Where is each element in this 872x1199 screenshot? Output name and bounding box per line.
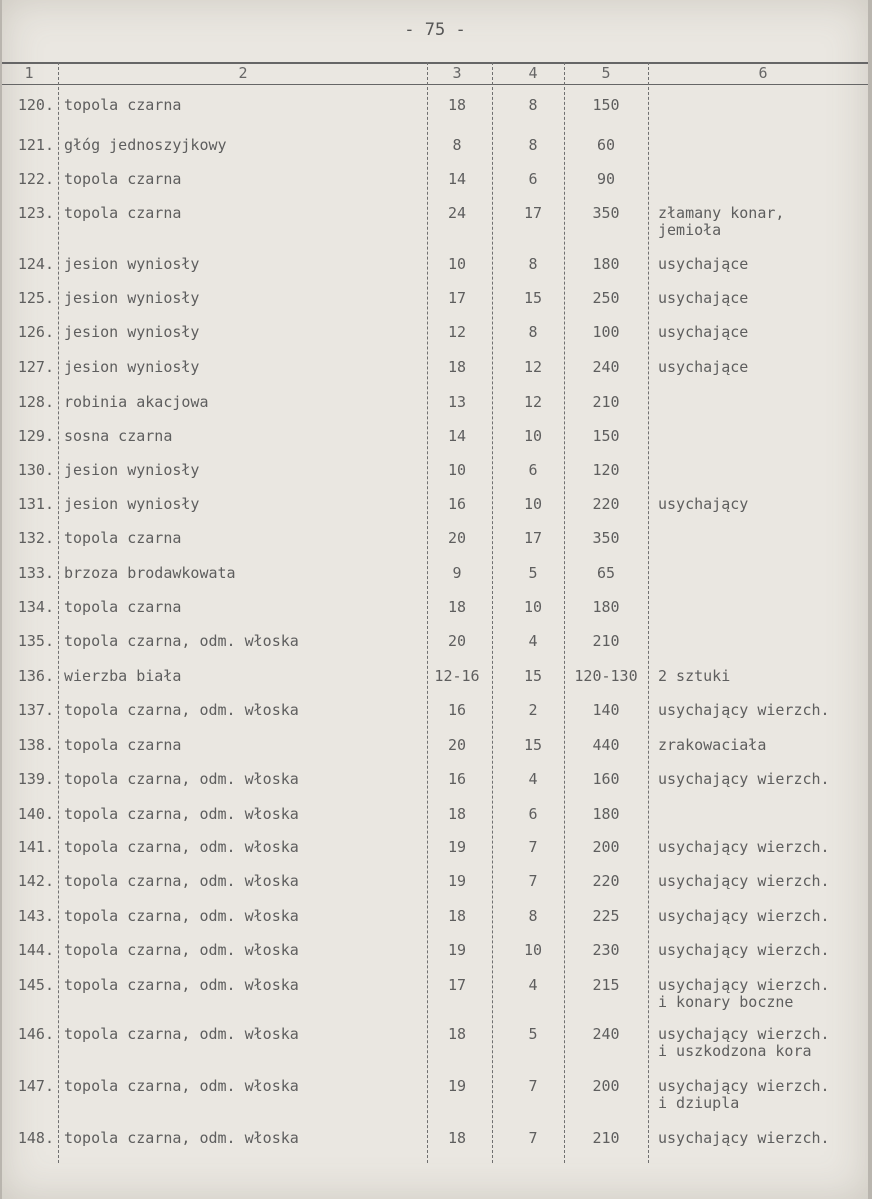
column-5-value: 140 [592, 701, 620, 719]
row-number: 137. [17, 701, 54, 719]
column-4-value: 10 [523, 598, 543, 616]
column-3-value: 8 [452, 136, 462, 154]
species-name: topola czarna [64, 96, 182, 114]
column-3-value: 17 [447, 289, 467, 307]
column-divider [648, 62, 649, 1163]
row-number: 132. [17, 529, 54, 547]
species-name: jesion wyniosły [64, 461, 200, 479]
column-4-value: 4 [528, 976, 538, 994]
column-divider [564, 62, 565, 1163]
column-5-value: 200 [592, 838, 620, 856]
column-3-value: 16 [447, 701, 467, 719]
column-header-5: 5 [601, 64, 611, 82]
column-3-value: 20 [447, 736, 467, 754]
species-name: topola czarna, odm. włoska [64, 976, 299, 994]
remarks: usychający wierzch. i uszkodzona kora [658, 1025, 830, 1060]
column-4-value: 10 [523, 427, 543, 445]
species-name: robinia akacjowa [64, 393, 209, 411]
column-4-value: 15 [523, 736, 543, 754]
column-5-value: 240 [592, 1025, 620, 1043]
column-header-4: 4 [528, 64, 538, 82]
species-name: topola czarna [64, 598, 182, 616]
column-5-value: 440 [592, 736, 620, 754]
column-5-value: 150 [592, 96, 620, 114]
row-number: 135. [17, 632, 54, 650]
remarks: usychające [658, 289, 749, 307]
remarks: złamany konar, jemioła [658, 204, 785, 239]
column-4-value: 8 [528, 136, 538, 154]
column-4-value: 10 [523, 941, 543, 959]
column-3-value: 14 [447, 427, 467, 445]
species-name: topola czarna, odm. włoska [64, 1077, 299, 1095]
remarks: usychające [658, 255, 749, 273]
column-4-value: 12 [523, 358, 543, 376]
remarks: usychający wierzch. [658, 701, 830, 719]
column-5-value: 200 [592, 1077, 620, 1095]
remarks: usychający wierzch. i dziupla [658, 1077, 830, 1112]
column-4-value: 15 [523, 667, 543, 685]
row-number: 123. [17, 204, 54, 222]
species-name: topola czarna, odm. włoska [64, 1129, 299, 1147]
column-3-value: 18 [447, 1129, 467, 1147]
column-4-value: 7 [528, 1077, 538, 1095]
column-divider [427, 62, 428, 1163]
species-name: jesion wyniosły [64, 255, 200, 273]
row-number: 139. [17, 770, 54, 788]
column-4-value: 5 [528, 564, 538, 582]
row-number: 134. [17, 598, 54, 616]
column-3-value: 18 [447, 907, 467, 925]
column-3-value: 19 [447, 872, 467, 890]
species-name: topola czarna, odm. włoska [64, 1025, 299, 1043]
row-number: 124. [17, 255, 54, 273]
row-number: 122. [17, 170, 54, 188]
remarks: usychający wierzch. i konary boczne [658, 976, 830, 1011]
row-number: 127. [17, 358, 54, 376]
row-number: 141. [17, 838, 54, 856]
column-5-value: 150 [592, 427, 620, 445]
species-name: wierzba biała [64, 667, 182, 685]
column-3-value: 12 [447, 323, 467, 341]
page-number: - 75 - [404, 20, 466, 40]
species-name: jesion wyniosły [64, 358, 200, 376]
row-number: 125. [17, 289, 54, 307]
species-name: topola czarna, odm. włoska [64, 838, 299, 856]
row-number: 143. [17, 907, 54, 925]
column-4-value: 8 [528, 323, 538, 341]
row-number: 140. [17, 805, 54, 823]
column-3-value: 20 [447, 632, 467, 650]
species-name: topola czarna [64, 736, 182, 754]
column-4-value: 15 [523, 289, 543, 307]
remarks: usychający wierzch. [658, 872, 830, 890]
row-number: 120. [17, 96, 54, 114]
row-number: 144. [17, 941, 54, 959]
column-5-value: 215 [592, 976, 620, 994]
column-4-value: 7 [528, 838, 538, 856]
column-4-value: 7 [528, 872, 538, 890]
column-4-value: 4 [528, 770, 538, 788]
row-number: 147. [17, 1077, 54, 1095]
row-number: 136. [17, 667, 54, 685]
species-name: topola czarna, odm. włoska [64, 632, 299, 650]
row-number: 128. [17, 393, 54, 411]
column-5-value: 180 [592, 598, 620, 616]
species-name: topola czarna [64, 204, 182, 222]
column-4-value: 6 [528, 461, 538, 479]
column-header-2: 2 [238, 64, 248, 82]
column-header-6: 6 [758, 64, 768, 82]
column-5-value: 210 [592, 393, 620, 411]
column-3-value: 14 [447, 170, 467, 188]
column-5-value: 350 [592, 529, 620, 547]
species-name: sosna czarna [64, 427, 173, 445]
column-5-value: 65 [596, 564, 616, 582]
species-name: topola czarna, odm. włoska [64, 872, 299, 890]
remarks: 2 sztuki [658, 667, 731, 685]
column-4-value: 17 [523, 204, 543, 222]
species-name: topola czarna, odm. włoska [64, 907, 299, 925]
column-5-value: 160 [592, 770, 620, 788]
column-3-value: 16 [447, 770, 467, 788]
species-name: jesion wyniosły [64, 323, 200, 341]
column-5-value: 210 [592, 632, 620, 650]
remarks: usychający wierzch. [658, 838, 830, 856]
column-4-value: 8 [528, 255, 538, 273]
remarks: usychający [658, 495, 749, 513]
column-5-value: 250 [592, 289, 620, 307]
row-number: 129. [17, 427, 54, 445]
row-number: 126. [17, 323, 54, 341]
column-divider [492, 62, 493, 1163]
row-number: 133. [17, 564, 54, 582]
column-4-value: 6 [528, 805, 538, 823]
column-3-value: 19 [447, 941, 467, 959]
remarks: usychający wierzch. [658, 941, 830, 959]
column-header-3: 3 [452, 64, 462, 82]
column-5-value: 230 [592, 941, 620, 959]
column-5-value: 60 [596, 136, 616, 154]
column-5-value: 240 [592, 358, 620, 376]
species-name: głóg jednoszyjkowy [64, 136, 227, 154]
column-5-value: 350 [592, 204, 620, 222]
column-3-value: 19 [447, 1077, 467, 1095]
row-number: 130. [17, 461, 54, 479]
column-5-value: 180 [592, 805, 620, 823]
remarks: usychające [658, 358, 749, 376]
remarks: usychający wierzch. [658, 907, 830, 925]
column-5-value: 120 [592, 461, 620, 479]
species-name: topola czarna, odm. włoska [64, 701, 299, 719]
column-3-value: 18 [447, 96, 467, 114]
species-name: topola czarna, odm. włoska [64, 805, 299, 823]
column-4-value: 4 [528, 632, 538, 650]
column-5-value: 220 [592, 872, 620, 890]
row-number: 121. [17, 136, 54, 154]
remarks: usychający wierzch. [658, 1129, 830, 1147]
column-divider [58, 62, 59, 1163]
column-4-value: 7 [528, 1129, 538, 1147]
column-4-value: 10 [523, 495, 543, 513]
column-3-value: 10 [447, 255, 467, 273]
column-5-value: 220 [592, 495, 620, 513]
column-4-value: 6 [528, 170, 538, 188]
species-name: jesion wyniosły [64, 289, 200, 307]
column-3-value: 19 [447, 838, 467, 856]
row-number: 145. [17, 976, 54, 994]
column-header-1: 1 [24, 64, 34, 82]
column-5-value: 120-130 [574, 667, 638, 685]
column-3-value: 9 [452, 564, 462, 582]
column-4-value: 8 [528, 96, 538, 114]
row-number: 131. [17, 495, 54, 513]
column-5-value: 180 [592, 255, 620, 273]
species-name: jesion wyniosły [64, 495, 200, 513]
column-3-value: 18 [447, 805, 467, 823]
column-3-value: 18 [447, 358, 467, 376]
header-bottom-rule [2, 84, 868, 85]
remarks: zrakowaciała [658, 736, 767, 754]
species-name: topola czarna, odm. włoska [64, 770, 299, 788]
column-5-value: 90 [596, 170, 616, 188]
column-5-value: 100 [592, 323, 620, 341]
column-5-value: 225 [592, 907, 620, 925]
document-page [2, 0, 868, 1199]
column-3-value: 24 [447, 204, 467, 222]
species-name: topola czarna, odm. włoska [64, 941, 299, 959]
species-name: topola czarna [64, 170, 182, 188]
column-3-value: 18 [447, 1025, 467, 1043]
column-3-value: 17 [447, 976, 467, 994]
column-3-value: 16 [447, 495, 467, 513]
column-4-value: 12 [523, 393, 543, 411]
column-3-value: 10 [447, 461, 467, 479]
column-4-value: 17 [523, 529, 543, 547]
column-3-value: 20 [447, 529, 467, 547]
column-3-value: 12-16 [434, 667, 480, 685]
column-5-value: 210 [592, 1129, 620, 1147]
column-3-value: 18 [447, 598, 467, 616]
row-number: 138. [17, 736, 54, 754]
remarks: usychający wierzch. [658, 770, 830, 788]
column-4-value: 5 [528, 1025, 538, 1043]
remarks: usychające [658, 323, 749, 341]
row-number: 142. [17, 872, 54, 890]
column-4-value: 2 [528, 701, 538, 719]
species-name: brzoza brodawkowata [64, 564, 236, 582]
column-4-value: 8 [528, 907, 538, 925]
row-number: 146. [17, 1025, 54, 1043]
column-3-value: 13 [447, 393, 467, 411]
species-name: topola czarna [64, 529, 182, 547]
row-number: 148. [17, 1129, 54, 1147]
